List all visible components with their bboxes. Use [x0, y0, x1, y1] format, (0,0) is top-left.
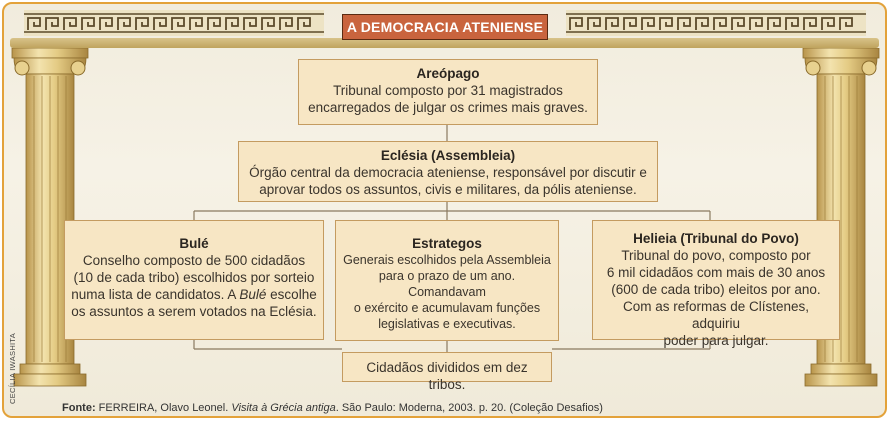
- box-bule: [64, 220, 324, 340]
- bule-text-part1: Conselho composto de 500 cidadãos (10 de cada tribo) escolhidos por sorteio numa lista de candidatos. A: [71, 253, 315, 302]
- areopago-heading: Areópago: [416, 66, 480, 81]
- bule-text: [71, 252, 317, 320]
- estrategos-heading: Estrategos: [412, 236, 482, 251]
- cidadaos-text: Cidadãos divididos em dez tribos.: [366, 360, 528, 392]
- bule-text-italic: Bulé: [239, 287, 267, 302]
- diagram-frame: [2, 2, 887, 418]
- helieia-heading: Helieia (Tribunal do Povo): [633, 231, 799, 246]
- image-credit: CECÍLIA IWASHITA: [8, 332, 17, 404]
- box-helieia: [592, 220, 840, 348]
- source-work: Visita à Grécia antiga: [231, 402, 336, 414]
- helieia-text: Tribunal do povo, composto por 6 mil cidadãos com mais de 30 anos (600 de cada tribo) eleitos por ano. Com as reformas de Clístenes, adquiriu poder para julgar.: [606, 248, 826, 348]
- box-cidadaos: [342, 352, 552, 392]
- bule-heading: Bulé: [179, 236, 209, 251]
- source-author: FERREIRA, Olavo Leonel.: [98, 402, 229, 414]
- areopago-text: Tribunal composto por 31 magistrados encarregados de julgar os crimes mais graves.: [308, 83, 588, 115]
- estrategos-text: Generais escolhidos pela Assembleia para o prazo de um ano. Comandavam o exército e acumulavam funções legislativas e executivas.: [343, 253, 551, 331]
- source-citation: [62, 402, 603, 414]
- box-areopago: [298, 59, 598, 125]
- bule-text-part2: escolhe os assuntos a serem votados na Eclésia.: [71, 287, 317, 319]
- source-rest: . São Paulo: Moderna, 2003. p. 20. (Coleção Desafios): [335, 402, 603, 414]
- box-eclesia: [238, 141, 658, 202]
- diagram-title: A DEMOCRACIA ATENIENSE: [342, 14, 548, 40]
- source-label: Fonte:: [62, 402, 96, 414]
- eclesia-heading: Eclésia (Assembleia): [380, 148, 516, 163]
- box-estrategos: [335, 220, 559, 341]
- eclesia-text: Órgão central da democracia ateniense, responsável por discutir e aprovar todos os assuntos, civis e militares, da pólis ateniense.: [249, 165, 647, 197]
